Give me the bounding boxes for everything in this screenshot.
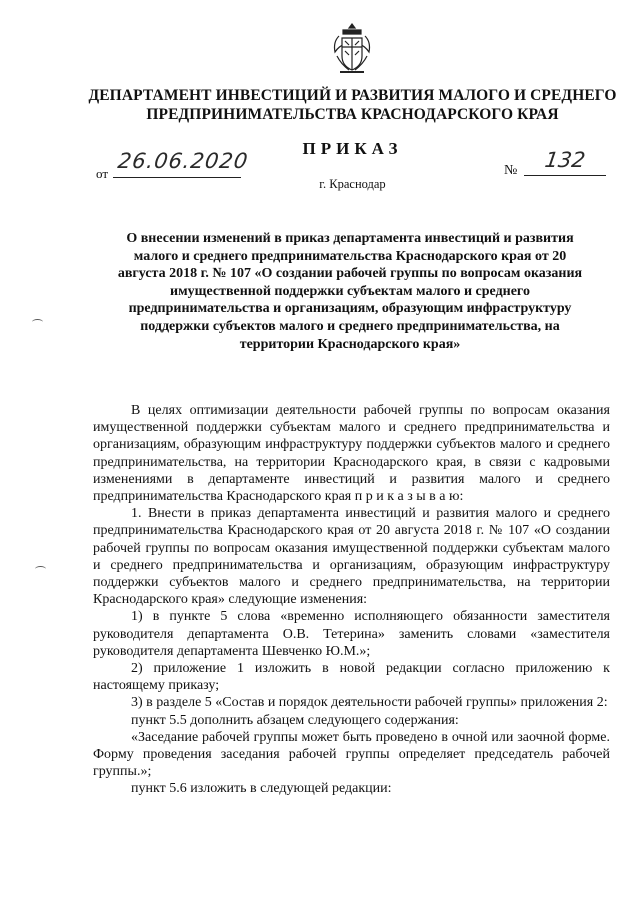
date-value: 26.06.2020	[116, 149, 250, 173]
body-paragraph: 1. Внести в приказ департамента инвестиций и развития малого и среднего предпринимательства Краснодарского края от 20 августа 2018 г. № 107 «О создании рабочей группы по вопросам оказания имущественной поддержки субъектам малого и среднего предпринимательства и организациям, образующим инфраструктуру поддержки субъектов малого и среднего предпринимательства, на территории Краснодарского края» следующие изменения:	[93, 506, 610, 608]
body-paragraph: пункт 5.6 изложить в следующей редакции:	[131, 781, 392, 797]
number-value: 132	[543, 148, 587, 172]
body-paragraph: В целях оптимизации деятельности рабочей группы по вопросам оказания имущественной поддержки субъектам малого и среднего предпринимательства и организациям, образующим инфраструктуру поддержки субъектов малого и среднего предпринимательства, на территории Краснодарского края, в связи с кадровыми изменениями в департаменте инвестиций и развития малого и среднего предпринимательства Краснодарского края п р и к а з ы в а ю:	[93, 403, 610, 505]
body-paragraph: 3) в разделе 5 «Состав и порядок деятельности рабочей группы» приложения 2:	[131, 695, 608, 711]
date-label: от	[96, 166, 109, 181]
document-type: ПРИКАЗ	[302, 139, 403, 158]
margin-mark	[32, 319, 43, 325]
department-title: ДЕПАРТАМЕНТ ИНВЕСТИЦИЙ И РАЗВИТИЯ МАЛОГО И СРЕДНЕГО ПРЕДПРИНИМАТЕЛЬСТВА КРАСНОДАРСКОГО КРАЯ	[88, 87, 617, 123]
order-body	[93, 402, 610, 798]
body-paragraph: 1) в пункте 5 слова «временно исполняющего обязанности заместителя руководителя департамента О.В. Тетерина» заменить словами «заместителя руководителя департамента Шевченко Ю.М.»;	[93, 609, 610, 659]
city-label: г. Краснодар	[319, 177, 386, 191]
body-paragraph: 2) приложение 1 изложить в новой редакции согласно приложению к настоящему приказу;	[93, 661, 610, 694]
number-label: №	[504, 163, 518, 178]
number-underline	[524, 175, 606, 176]
margin-mark	[35, 566, 46, 572]
body-paragraph: «Заседание рабочей группы может быть проведено в очной или заочной форме. Форму проведения заседания рабочей группы определяет председатель рабочей группы.»;	[93, 729, 610, 780]
coat-of-arms-icon	[331, 22, 373, 78]
order-subject: О внесении изменений в приказ департамента инвестиций и развития малого и среднего предпринимательства Краснодарского края от 20 августа 2018 г. № 107 «О создании рабочей группы по вопросам оказания имущественной поддержки субъектам малого и среднего предпринимательства и организациям, образующим инфраструктуру поддержки субъектов малого и среднего предпринимательства, на территории Краснодарского края»	[117, 231, 583, 352]
body-paragraph: пункт 5.5 дополнить абзацем следующего содержания:	[131, 712, 459, 728]
